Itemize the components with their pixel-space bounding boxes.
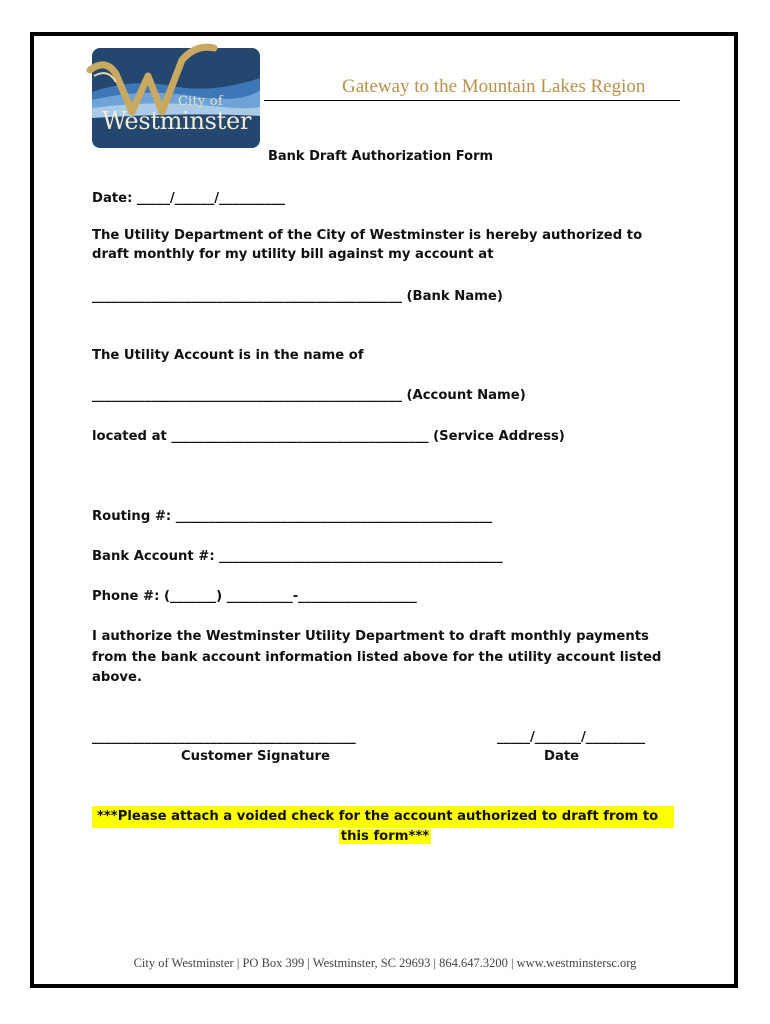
notice-text-line-2-text: this form*** [340,829,430,844]
logo-city-of-text: City of [178,94,223,109]
phone-field[interactable]: Phone #: (_______) __________-__________________ [92,589,417,604]
authorization-text-line-1: The Utility Department of the City of Westminster is hereby authorized to [92,228,643,243]
city-logo [86,40,264,150]
logo-westminster-text: Westminster [102,107,252,135]
tagline: Gateway to the Mountain Lakes Region [342,76,646,97]
notice-text-line-1: ***Please attach a voided check for the account authorized to draft from to [97,809,659,824]
form-title: Bank Draft Authorization Form [268,149,494,164]
date-field[interactable]: Date: _____/______/__________ [92,191,286,206]
signature-date-label: Date [544,749,580,764]
signature-date-field[interactable]: _____/_______/_________ [497,730,646,745]
routing-number-field[interactable]: Routing #: ________________________________________________ [92,509,493,524]
consent-text-line-2: from the bank account information listed above for the utility account listed [92,650,662,665]
bank-account-field[interactable]: Bank Account #: ___________________________________________ [92,549,503,564]
signature-label: Customer Signature [181,749,330,764]
consent-text-line-3: above. [92,670,142,685]
bank-name-field[interactable]: _______________________________________________ (Bank Name) [92,289,503,304]
account-intro-text: The Utility Account is in the name of [92,348,364,363]
authorization-text-line-2: draft monthly for my utility bill against my account at [92,247,494,262]
service-address-field[interactable]: located at _______________________________________ (Service Address) [92,429,565,444]
notice-text-line-2 [0,827,770,847]
tagline-rule [264,100,680,101]
footer-contact: City of Westminster | PO Box 399 | Westminster, SC 29693 | 864.647.3200 | www.westminstersc.org [133,956,637,970]
signature-field[interactable]: ________________________________________ [92,730,356,745]
account-name-field[interactable]: _______________________________________________ (Account Name) [92,388,526,403]
consent-text-line-1: I authorize the Westminster Utility Department to draft monthly payments [92,629,649,644]
